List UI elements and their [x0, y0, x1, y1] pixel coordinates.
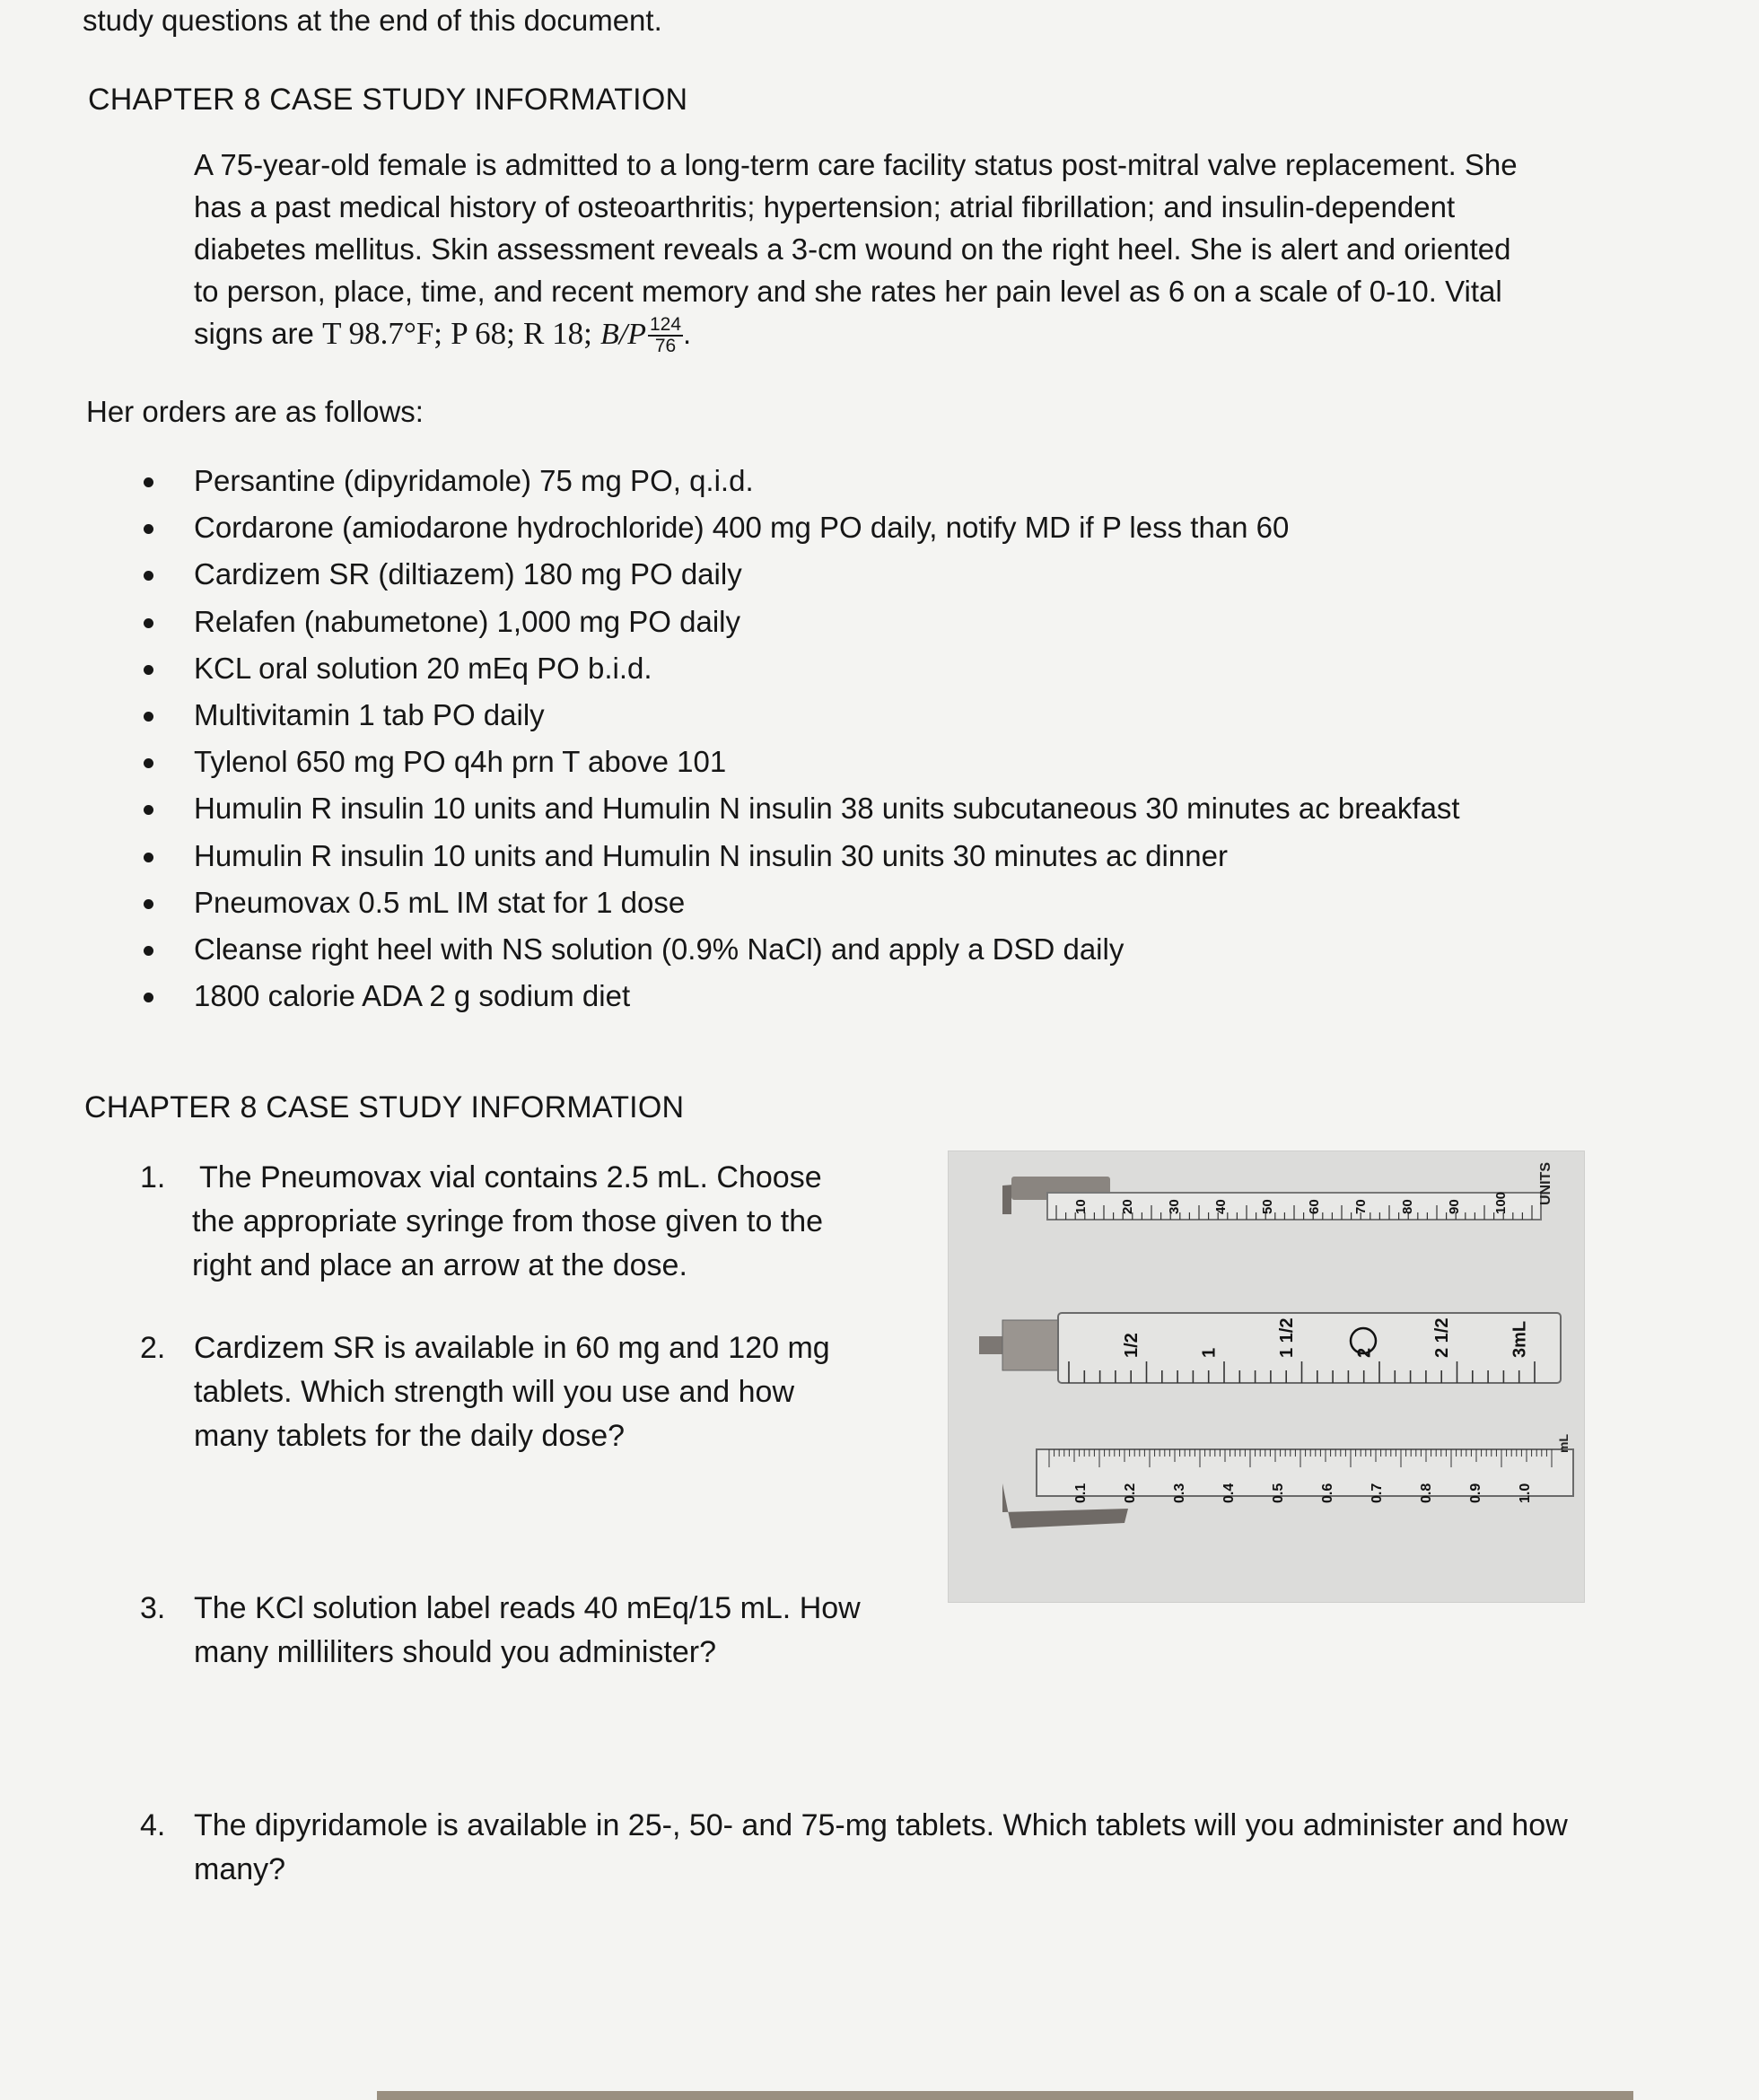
- order-item: [144, 833, 1460, 879]
- three-ml-scale-label: 1/2: [1122, 1333, 1142, 1358]
- case-description: [194, 144, 1630, 356]
- tb-scale-label: 0.3: [1172, 1483, 1187, 1503]
- order-item: [144, 785, 1460, 832]
- insulin-scale-label: 80: [1400, 1199, 1415, 1214]
- bullet-icon: [144, 524, 153, 534]
- question-number: 3.: [140, 1591, 166, 1625]
- bullet-icon: [144, 571, 153, 581]
- insulin-syringe: [1002, 1162, 1553, 1220]
- tb-scale-label: 0.1: [1073, 1483, 1089, 1503]
- order-text: Relafen (nabumetone) 1,000 mg PO daily: [194, 604, 741, 638]
- question-line: The KCl solution label reads 40 mEq/15 mL. How: [194, 1591, 861, 1625]
- tb-scale-label: 0.4: [1221, 1483, 1237, 1503]
- order-item: [144, 739, 1460, 785]
- syringe-figure: [948, 1151, 1585, 1603]
- three-ml-syringe: [979, 1313, 1561, 1383]
- question-line: many tablets for the daily dose?: [194, 1419, 626, 1453]
- order-text: Humulin R insulin 10 units and Humulin N insulin 30 units 30 minutes ac dinner: [194, 838, 1228, 872]
- bullet-icon: [144, 618, 153, 628]
- order-text: KCL oral solution 20 mEq PO b.i.d.: [194, 651, 652, 685]
- question-number: 2.: [140, 1331, 166, 1365]
- question-1: [140, 1156, 930, 1288]
- bullet-icon: [144, 946, 153, 956]
- order-text: Cleanse right heel with NS solution (0.9% NaCl) and apply a DSD daily: [194, 932, 1125, 966]
- top-partial-line: study questions at the end of this document.: [83, 4, 662, 37]
- orders-title: Her orders are as follows:: [86, 395, 424, 428]
- order-item: [144, 551, 1460, 598]
- order-item: [144, 458, 1460, 504]
- tb-scale-label: 0.7: [1370, 1483, 1385, 1503]
- vitals-prefix: signs are: [194, 317, 314, 350]
- order-text: Multivitamin 1 tab PO daily: [194, 697, 545, 731]
- case-line: A 75-year-old female is admitted to a long-term care facility status post-mitral valve replacement. She: [194, 148, 1518, 181]
- three-ml-plunger-end: [979, 1336, 1002, 1354]
- order-item: [144, 504, 1460, 551]
- tb-syringe: [1002, 1434, 1573, 1528]
- bp-systolic: 124: [649, 314, 682, 336]
- question-line: The dipyridamole is available in 25-, 50- and 75-mg tablets. Which tablets will you administer and how: [194, 1808, 1568, 1842]
- insulin-scale-label: 40: [1213, 1199, 1229, 1214]
- bullet-icon: [144, 477, 153, 487]
- bullet-icon: [144, 758, 153, 768]
- vital-bp-label: B/P: [600, 318, 646, 351]
- order-text: Humulin R insulin 10 units and Humulin N insulin 38 units subcutaneous 30 minutes ac breakfast: [194, 792, 1460, 826]
- question-2: [140, 1326, 930, 1458]
- tb-scale-label: 0.8: [1419, 1483, 1434, 1503]
- bullet-icon: [144, 853, 153, 862]
- case-line: to person, place, time, and recent memory and she rates her pain level as 6 on a scale of 0-10. Vital: [194, 275, 1502, 308]
- three-ml-hub: [1002, 1320, 1058, 1370]
- chapter-heading-1: CHAPTER 8 CASE STUDY INFORMATION: [88, 83, 688, 117]
- insulin-scale-label: 20: [1120, 1199, 1135, 1214]
- case-line: diabetes mellitus. Skin assessment reveals a 3-cm wound on the right heel. She is alert and oriented: [194, 232, 1511, 266]
- bullet-icon: [144, 899, 153, 909]
- three-ml-scale-label: 2: [1354, 1347, 1375, 1358]
- order-item: [144, 599, 1460, 645]
- orders-list: [144, 458, 1460, 1019]
- question-3: [140, 1587, 948, 1675]
- three-ml-scale-label: 1 1/2: [1277, 1317, 1297, 1358]
- order-text: Cardizem SR (diltiazem) 180 mg PO daily: [194, 557, 742, 591]
- question-line: right and place an arrow at the dose.: [192, 1248, 687, 1282]
- insulin-unit-label: UNITS: [1538, 1162, 1553, 1205]
- order-text: Persantine (dipyridamole) 75 mg PO, q.i.d.: [194, 464, 754, 497]
- bullet-icon: [144, 805, 153, 815]
- bullet-icon: [144, 712, 153, 722]
- three-ml-scale-label: 1: [1199, 1347, 1220, 1358]
- question-line: Cardizem SR is available in 60 mg and 120 mg: [194, 1331, 830, 1365]
- order-item: [144, 926, 1460, 973]
- question-line: tablets. Which strength will you use and how: [194, 1375, 795, 1409]
- order-text: 1800 calorie ADA 2 g sodium diet: [194, 979, 631, 1013]
- order-item: [144, 973, 1460, 1019]
- insulin-scale-label: 90: [1447, 1199, 1462, 1214]
- vital-resp: R 18;: [523, 316, 592, 351]
- insulin-scale-label: 100: [1493, 1191, 1509, 1214]
- vital-temp: T 98.7°F;: [322, 316, 443, 351]
- case-line: has a past medical history of osteoarthritis; hypertension; atrial fibrillation; and insulin-dependent: [194, 190, 1456, 223]
- tb-scale-label: 0.9: [1468, 1483, 1483, 1503]
- tb-unit-label: mL: [1556, 1434, 1571, 1453]
- order-item: [144, 879, 1460, 926]
- vital-signs-line: signs are T 98.7°F; P 68; R 18; B/P $\frac{124}{76}$ .: [194, 314, 692, 357]
- bullet-icon: [144, 993, 153, 1002]
- question-line: the appropriate syringe from those given to the: [192, 1204, 824, 1238]
- question-number: 4.: [140, 1808, 166, 1842]
- question-4: [140, 1804, 1720, 1892]
- insulin-scale-label: 60: [1307, 1199, 1322, 1214]
- chapter-heading-2: CHAPTER 8 CASE STUDY INFORMATION: [84, 1090, 685, 1124]
- three-ml-scale-label: 2 1/2: [1432, 1317, 1452, 1358]
- tb-scale-label: 1.0: [1518, 1483, 1533, 1503]
- question-line: many milliliters should you administer?: [194, 1635, 717, 1669]
- vital-pulse: P 68;: [451, 316, 515, 351]
- page-bottom-edge: [377, 2091, 1633, 2100]
- order-text: Pneumovax 0.5 mL IM stat for 1 dose: [194, 885, 686, 919]
- insulin-scale-label: 70: [1353, 1199, 1369, 1214]
- three-ml-scale-label: 3mL: [1510, 1320, 1530, 1358]
- tb-scale-label: 0.6: [1320, 1483, 1335, 1503]
- tb-barrel: [1037, 1449, 1573, 1496]
- bp-fraction: [648, 315, 683, 356]
- bp-diastolic: 76: [654, 336, 677, 357]
- tb-scale-label: 0.5: [1271, 1483, 1286, 1503]
- tb-scale-label: 0.2: [1123, 1483, 1138, 1503]
- insulin-scale-label: 30: [1167, 1199, 1182, 1214]
- order-text: Cordarone (amiodarone hydrochloride) 400 mg PO daily, notify MD if P less than 60: [194, 511, 1290, 545]
- order-item: [144, 692, 1460, 739]
- question-line: The Pneumovax vial contains 2.5 mL. Choose: [199, 1160, 822, 1194]
- insulin-scale-label: 10: [1073, 1199, 1089, 1214]
- question-number: 1.: [140, 1160, 166, 1194]
- syringes-image: [949, 1151, 1584, 1602]
- insulin-scale-label: 50: [1260, 1199, 1275, 1214]
- order-item: [144, 645, 1460, 692]
- order-text: Tylenol 650 mg PO q4h prn T above 101: [194, 745, 727, 779]
- bullet-icon: [144, 665, 153, 675]
- question-line: many?: [194, 1852, 286, 1886]
